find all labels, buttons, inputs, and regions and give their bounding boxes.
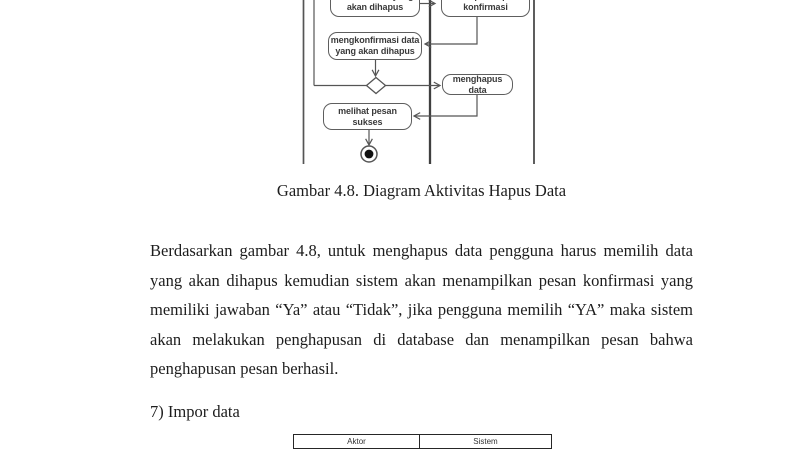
node-label-line: akan dihapus (346, 2, 404, 12)
table-header-sistem: Sistem (419, 435, 551, 448)
edge-menghapus-to-melihat (414, 95, 477, 116)
activity-node-menghapus-data (442, 74, 513, 95)
body-paragraph (150, 236, 693, 384)
next-diagram-swimlane-header (293, 434, 552, 449)
paragraph-line: akan melakukan penghapusan di database dan menampilkan pesan bahwa (150, 329, 693, 349)
decision-diamond (367, 78, 386, 94)
diagram-canvas (0, 0, 800, 170)
node-label-line: yang akan dihapus (335, 46, 415, 56)
figure-caption: Gambar 4.8. Diagram Aktivitas Hapus Data (276, 181, 567, 200)
table-header-aktor: Aktor (347, 437, 366, 446)
paragraph-line: yang akan dihapus kemudian sistem akan menampilkan pesan konfirmasi yang (150, 270, 693, 290)
edge-menampilkan-to-mengkonfirmasi (425, 17, 477, 44)
activity-node-melihat-pesan-sukses (323, 103, 412, 130)
paragraph-line: penghapusan pesan berhasil. (150, 359, 339, 378)
activity-node-menampilkan-pesan (441, 0, 530, 17)
activity-node-memilih-data (330, 0, 420, 17)
paragraph-line: Berdasarkan gambar 4.8, untuk menghapus data pengguna harus memilih data (150, 241, 693, 260)
paragraph-line: memiliki jawaban “Ya” atau “Tidak”, jika pengguna memilih “YA” maka sistem (150, 300, 693, 319)
node-label-line: mengkonfirmasi data (330, 35, 420, 45)
node-label-line: konfirmasi (463, 2, 508, 12)
activity-node-mengkonfirmasi-data (328, 32, 422, 60)
node-label-line: menghapus data (452, 73, 503, 95)
list-item-impor-data: 7) Impor data (150, 402, 240, 421)
activity-final-node-dot (365, 150, 374, 159)
node-label-line: melihat pesan sukses (338, 105, 397, 127)
activity-diagram-hapus-data (0, 0, 800, 170)
